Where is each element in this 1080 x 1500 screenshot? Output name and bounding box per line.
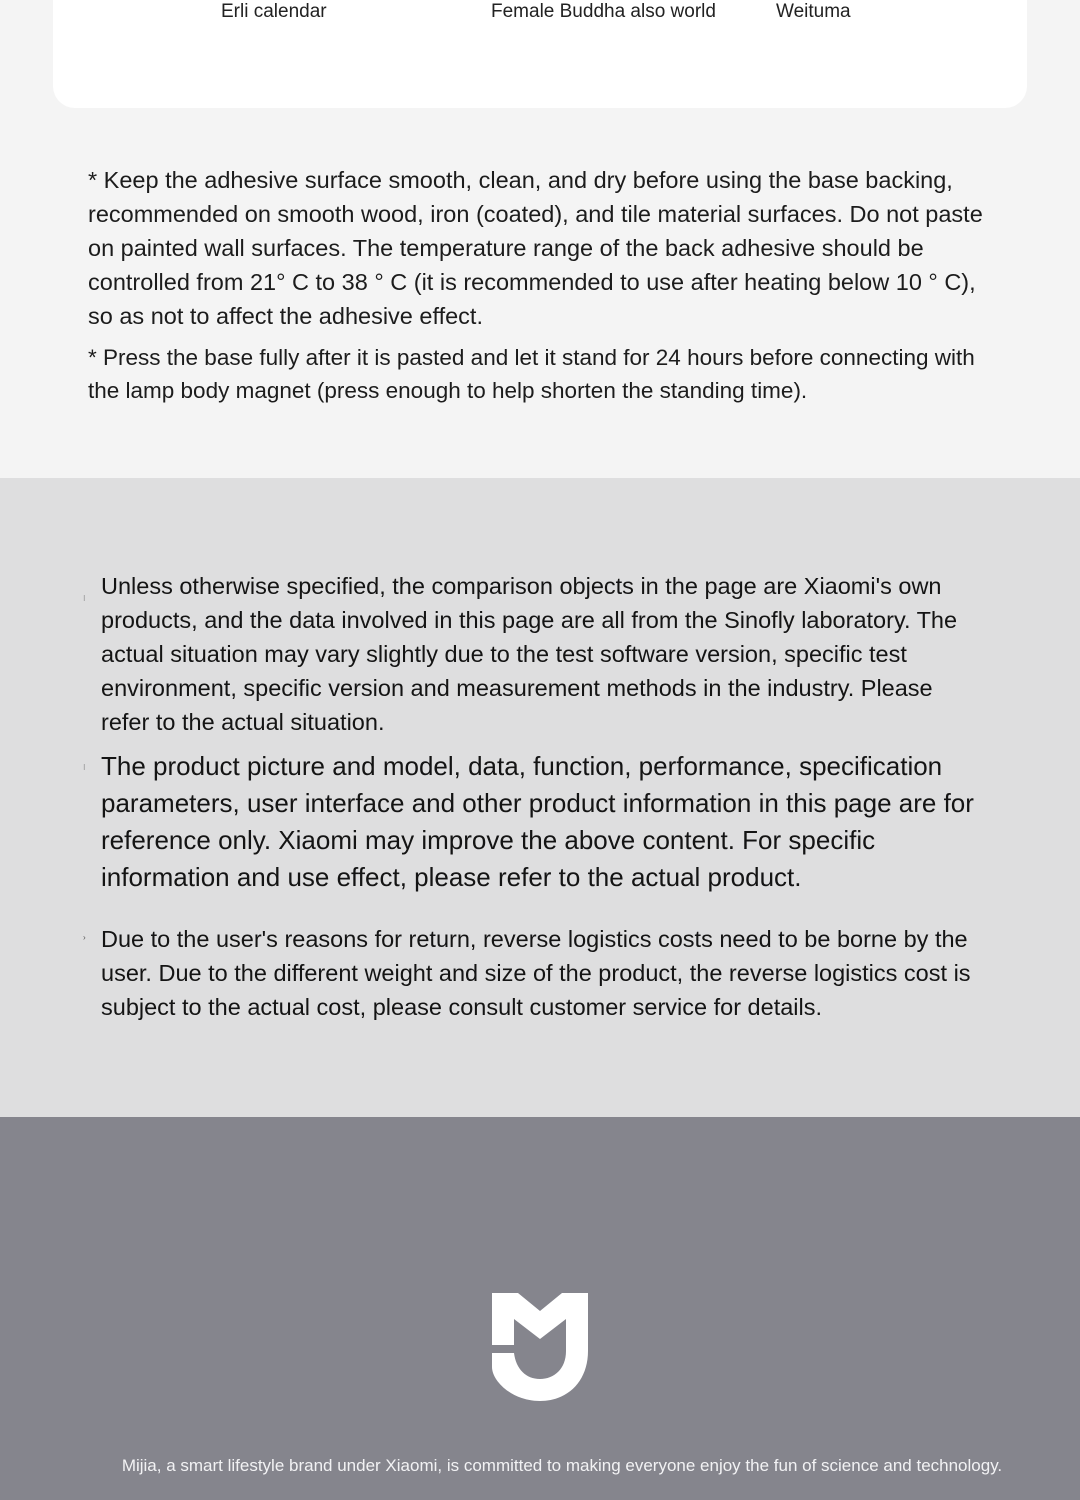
bullet-icon: ⁝: [83, 763, 86, 772]
bullet-icon: ›: [83, 933, 86, 942]
installation-notes: [88, 163, 988, 407]
brand-tagline: Mijia, a smart lifestyle brand under Xiaomi, is committed to making everyone enjoy the fun of science and technology.: [121, 1456, 1003, 1475]
disclaimer-reference-only: The product picture and model, data, function, performance, specification parameters, user interface and other product information in this page are for reference only. Xiaomi may improve the above content. For specific information and use effect, please refer to the actual product.: [101, 751, 974, 892]
disclaimer-comparison: Unless otherwise specified, the comparison objects in the page are Xiaomi's own products, and the data involved in this page are all from the Sinofly laboratory. The actual situation may vary slightly due to the test software version, specific test environment, specific version and measurement methods in the industry. Please refer to the actual situation.: [101, 573, 958, 735]
comparison-card: [53, 0, 1027, 108]
adhesive-note: * Keep the adhesive surface smooth, clean, and dry before using the base backing, recommended on smooth wood, iron (coated), and tile material surfaces. Do not paste on painted wall surfaces. The temperature range of the back adhesive should be controlled from 21° C to 38 ° C (it is recommended to use after heating below 10 ° C), so as not to affect the adhesive effect.: [88, 167, 983, 329]
card-label-weituma: Weituma: [776, 1, 851, 22]
card-label-female-buddha: Female Buddha also world: [491, 1, 716, 22]
bullet-icon: ⁝: [83, 594, 86, 603]
installation-notes-section: [0, 0, 1080, 478]
disclaimer-return-logistics: Due to the user's reasons for return, reverse logistics costs need to be borne by the user. Due to the different weight and size of the product, the reverse logistics cost is subject to the actual cost, please consult customer service for details.: [101, 926, 971, 1020]
press-base-note: * Press the base fully after it is pasted and let it stand for 24 hours before connecting with the lamp body magnet (press enough to help shorten the standing time).: [88, 345, 975, 403]
card-label-erli-calendar: Erli calendar: [221, 1, 327, 22]
brand-footer: [0, 1117, 1080, 1500]
disclaimer-section: [0, 478, 1080, 1117]
mijia-logo-icon: [488, 1289, 592, 1401]
